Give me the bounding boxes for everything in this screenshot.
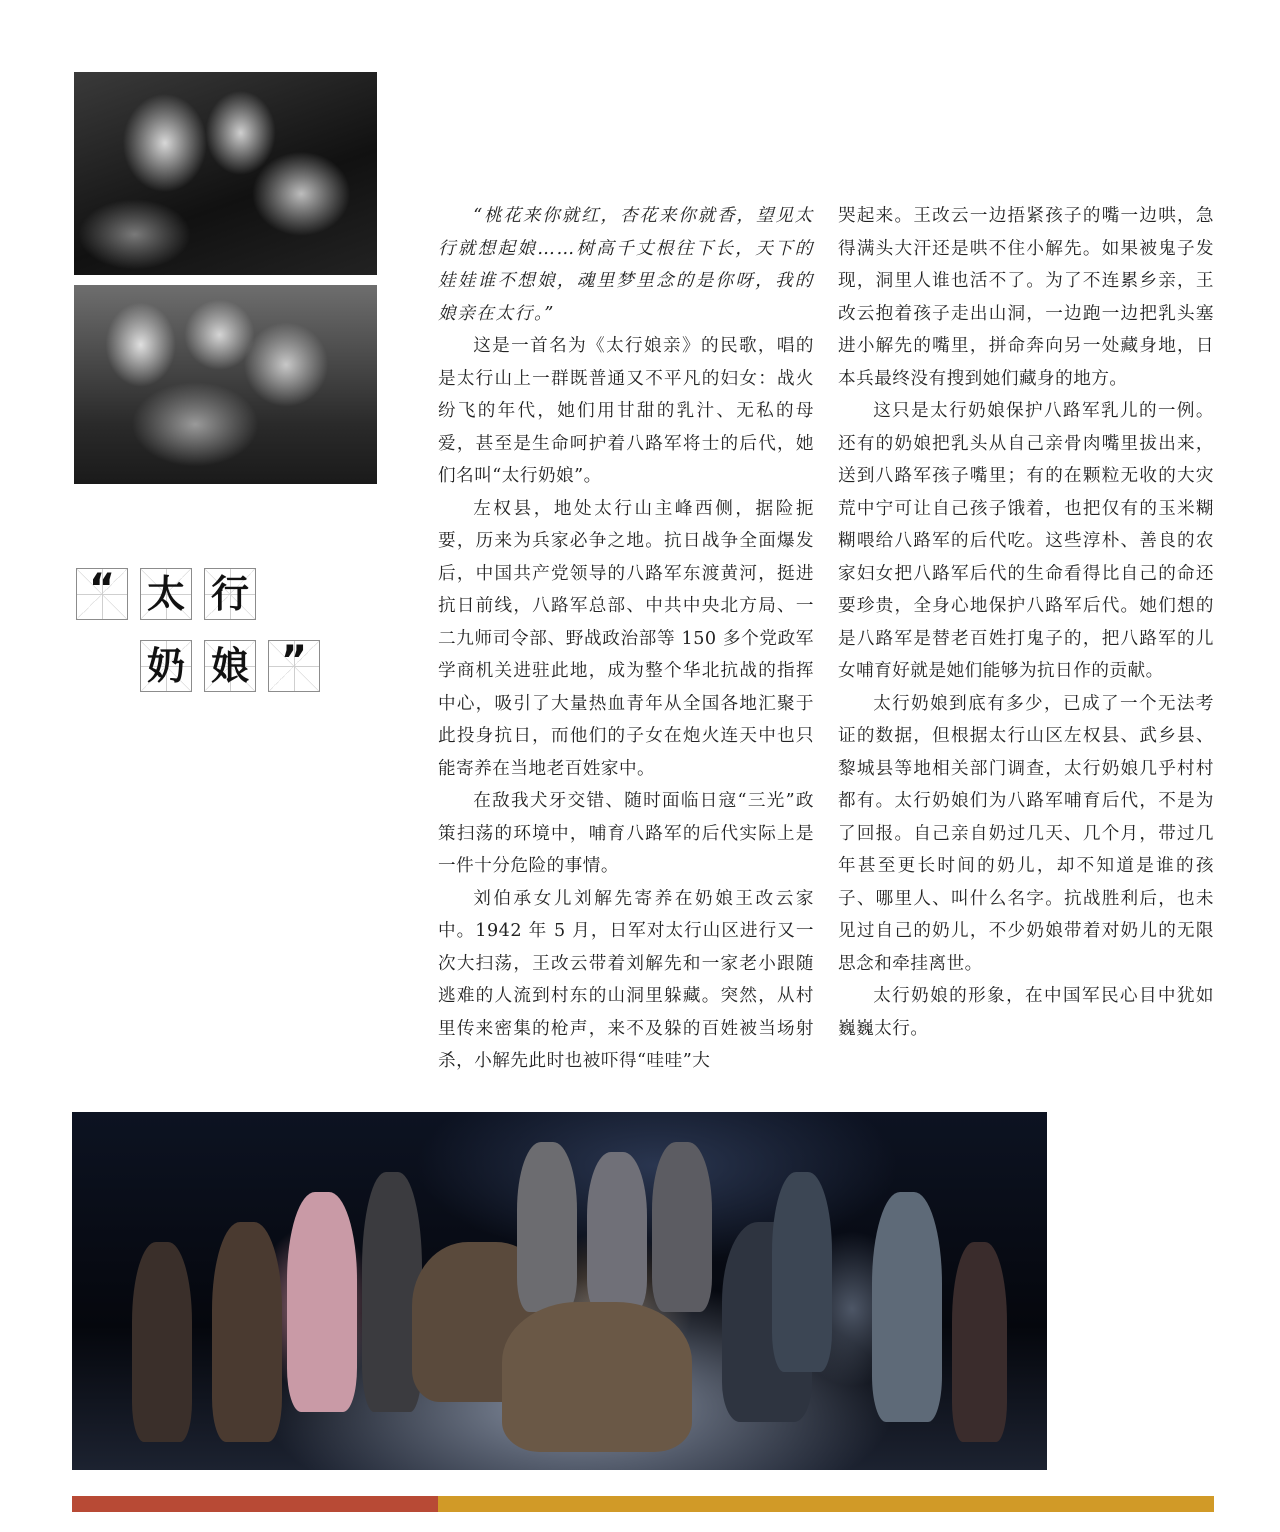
paragraph: 刘伯承女儿刘解先寄养在奶娘王改云家中。1942 年 5 月，日军对太行山区进行又一次大扫荡，王改云带着刘解先和一家老小跟随逃难的人流到村东的山洞里躲藏。突然，从村里传来密集的枪声，来不及躲的百姓被当场射杀，小解先此时也被吓得“哇哇”大 (438, 888, 814, 1071)
performer-figure (772, 1172, 832, 1372)
paragraph: 左权县，地处太行山主峰西侧，据险扼要，历来为兵家必争之地。抗日战争全面爆发后，中国共产党领导的八路军东渡黄河，挺进抗日前线，八路军总部、中共中央北方局、一二九师司令部、野战政治部等 150 多个党政军学商机关进驻此地，成为整个华北抗战的指挥中心，吸引了大量热血青年从全国各地汇聚于此投身抗日，而他们的子女在炮火连天中也只能寄养在当地老百姓家中。 (438, 498, 814, 779)
stage-performance-photo (72, 1112, 1047, 1470)
lyric-paragraph: “桃花来你就红，杏花来你就香，望见太行就想起娘……树高千丈根往下长，天下的娃娃谁不想娘，魂里梦里念的是你呀，我的娘亲在太行。” (438, 206, 814, 324)
paragraph: 太行奶娘到底有多少，已成了一个无法考证的数据，但根据太行山区左权县、武乡县、黎城县等地相关部门调查，太行奶娘几乎村村都有。太行奶娘们为八路军哺育后代，不是为了回报。自己亲自奶过几天、几个月，带过几年甚至更长时间的奶儿，却不知道是谁的孩子、哪里人、叫什么名字。抗战胜利后，也未见过自己的奶儿，不少奶娘带着对奶儿的无限思念和牵挂离世。 (838, 693, 1214, 974)
title-char-1: 太 (140, 568, 192, 620)
paragraph: 在敌我犬牙交错、随时面临日寇“三光”政策扫荡的环境中，哺育八路军的后代实际上是一件十分危险的事情。 (438, 791, 814, 876)
footer-bar-right (438, 1496, 1214, 1512)
article-title (76, 568, 336, 698)
performer-figure (952, 1242, 1007, 1442)
paragraph: 这是一首名为《太行娘亲》的民歌，唱的是太行山上一群既普通又不平凡的妇女：战火纷飞的年代，她们用甘甜的乳汁、无私的母爱，甚至是生命呵护着八路军将士的后代，她们名叫“太行奶娘”。 (438, 336, 814, 486)
archival-photo-2 (74, 285, 377, 484)
performer-figure (652, 1142, 712, 1312)
paragraph: 这只是太行奶娘保护八路军乳儿的一例。还有的奶娘把乳头从自己亲骨肉嘴里拔出来，送到八路军孩子嘴里；有的在颗粒无收的大灾荒中宁可让自己孩子饿着，也把仅有的玉米糊糊喂给八路军的后代吃。这些淳朴、善良的农家妇女把八路军后代的生命看得比自己的命还要珍贵，全身心地保护八路军后代。她们想的是八路军是替老百姓打鬼子的，把八路军的儿女哺育好就是她们能够为抗日作的贡献。 (838, 401, 1214, 681)
performer-figure (212, 1222, 282, 1442)
performer-figure (517, 1142, 577, 1312)
text-column-2 (838, 200, 1214, 1045)
paragraph: 哭起来。王改云一边捂紧孩子的嘴一边哄，急得满头大汗还是哄不住小解先。如果被鬼子发现，洞里人谁也活不了。为了不连累乡亲，王改云抱着孩子走出山洞，一边跑一边把乳头塞进小解先的嘴里，拼命奔向另一处藏身地，日本兵最终没有搜到她们藏身的地方。 (838, 206, 1214, 389)
paragraph: 太行奶娘的形象，在中国军民心目中犹如巍巍太行。 (838, 986, 1214, 1039)
text-column-1 (438, 200, 814, 1078)
title-char-4: 娘 (204, 640, 256, 692)
title-close-quote: ” (268, 640, 320, 692)
title-char-3: 奶 (140, 640, 192, 692)
archival-photo-1 (74, 72, 377, 275)
footer-bar-left (72, 1496, 438, 1512)
performer-figure (132, 1242, 192, 1442)
title-char-2: 行 (204, 568, 256, 620)
performer-figure (287, 1192, 357, 1412)
performer-figure (872, 1192, 942, 1422)
title-open-quote: “ (76, 568, 128, 620)
performer-figure (587, 1152, 647, 1312)
performer-figure (502, 1302, 692, 1452)
